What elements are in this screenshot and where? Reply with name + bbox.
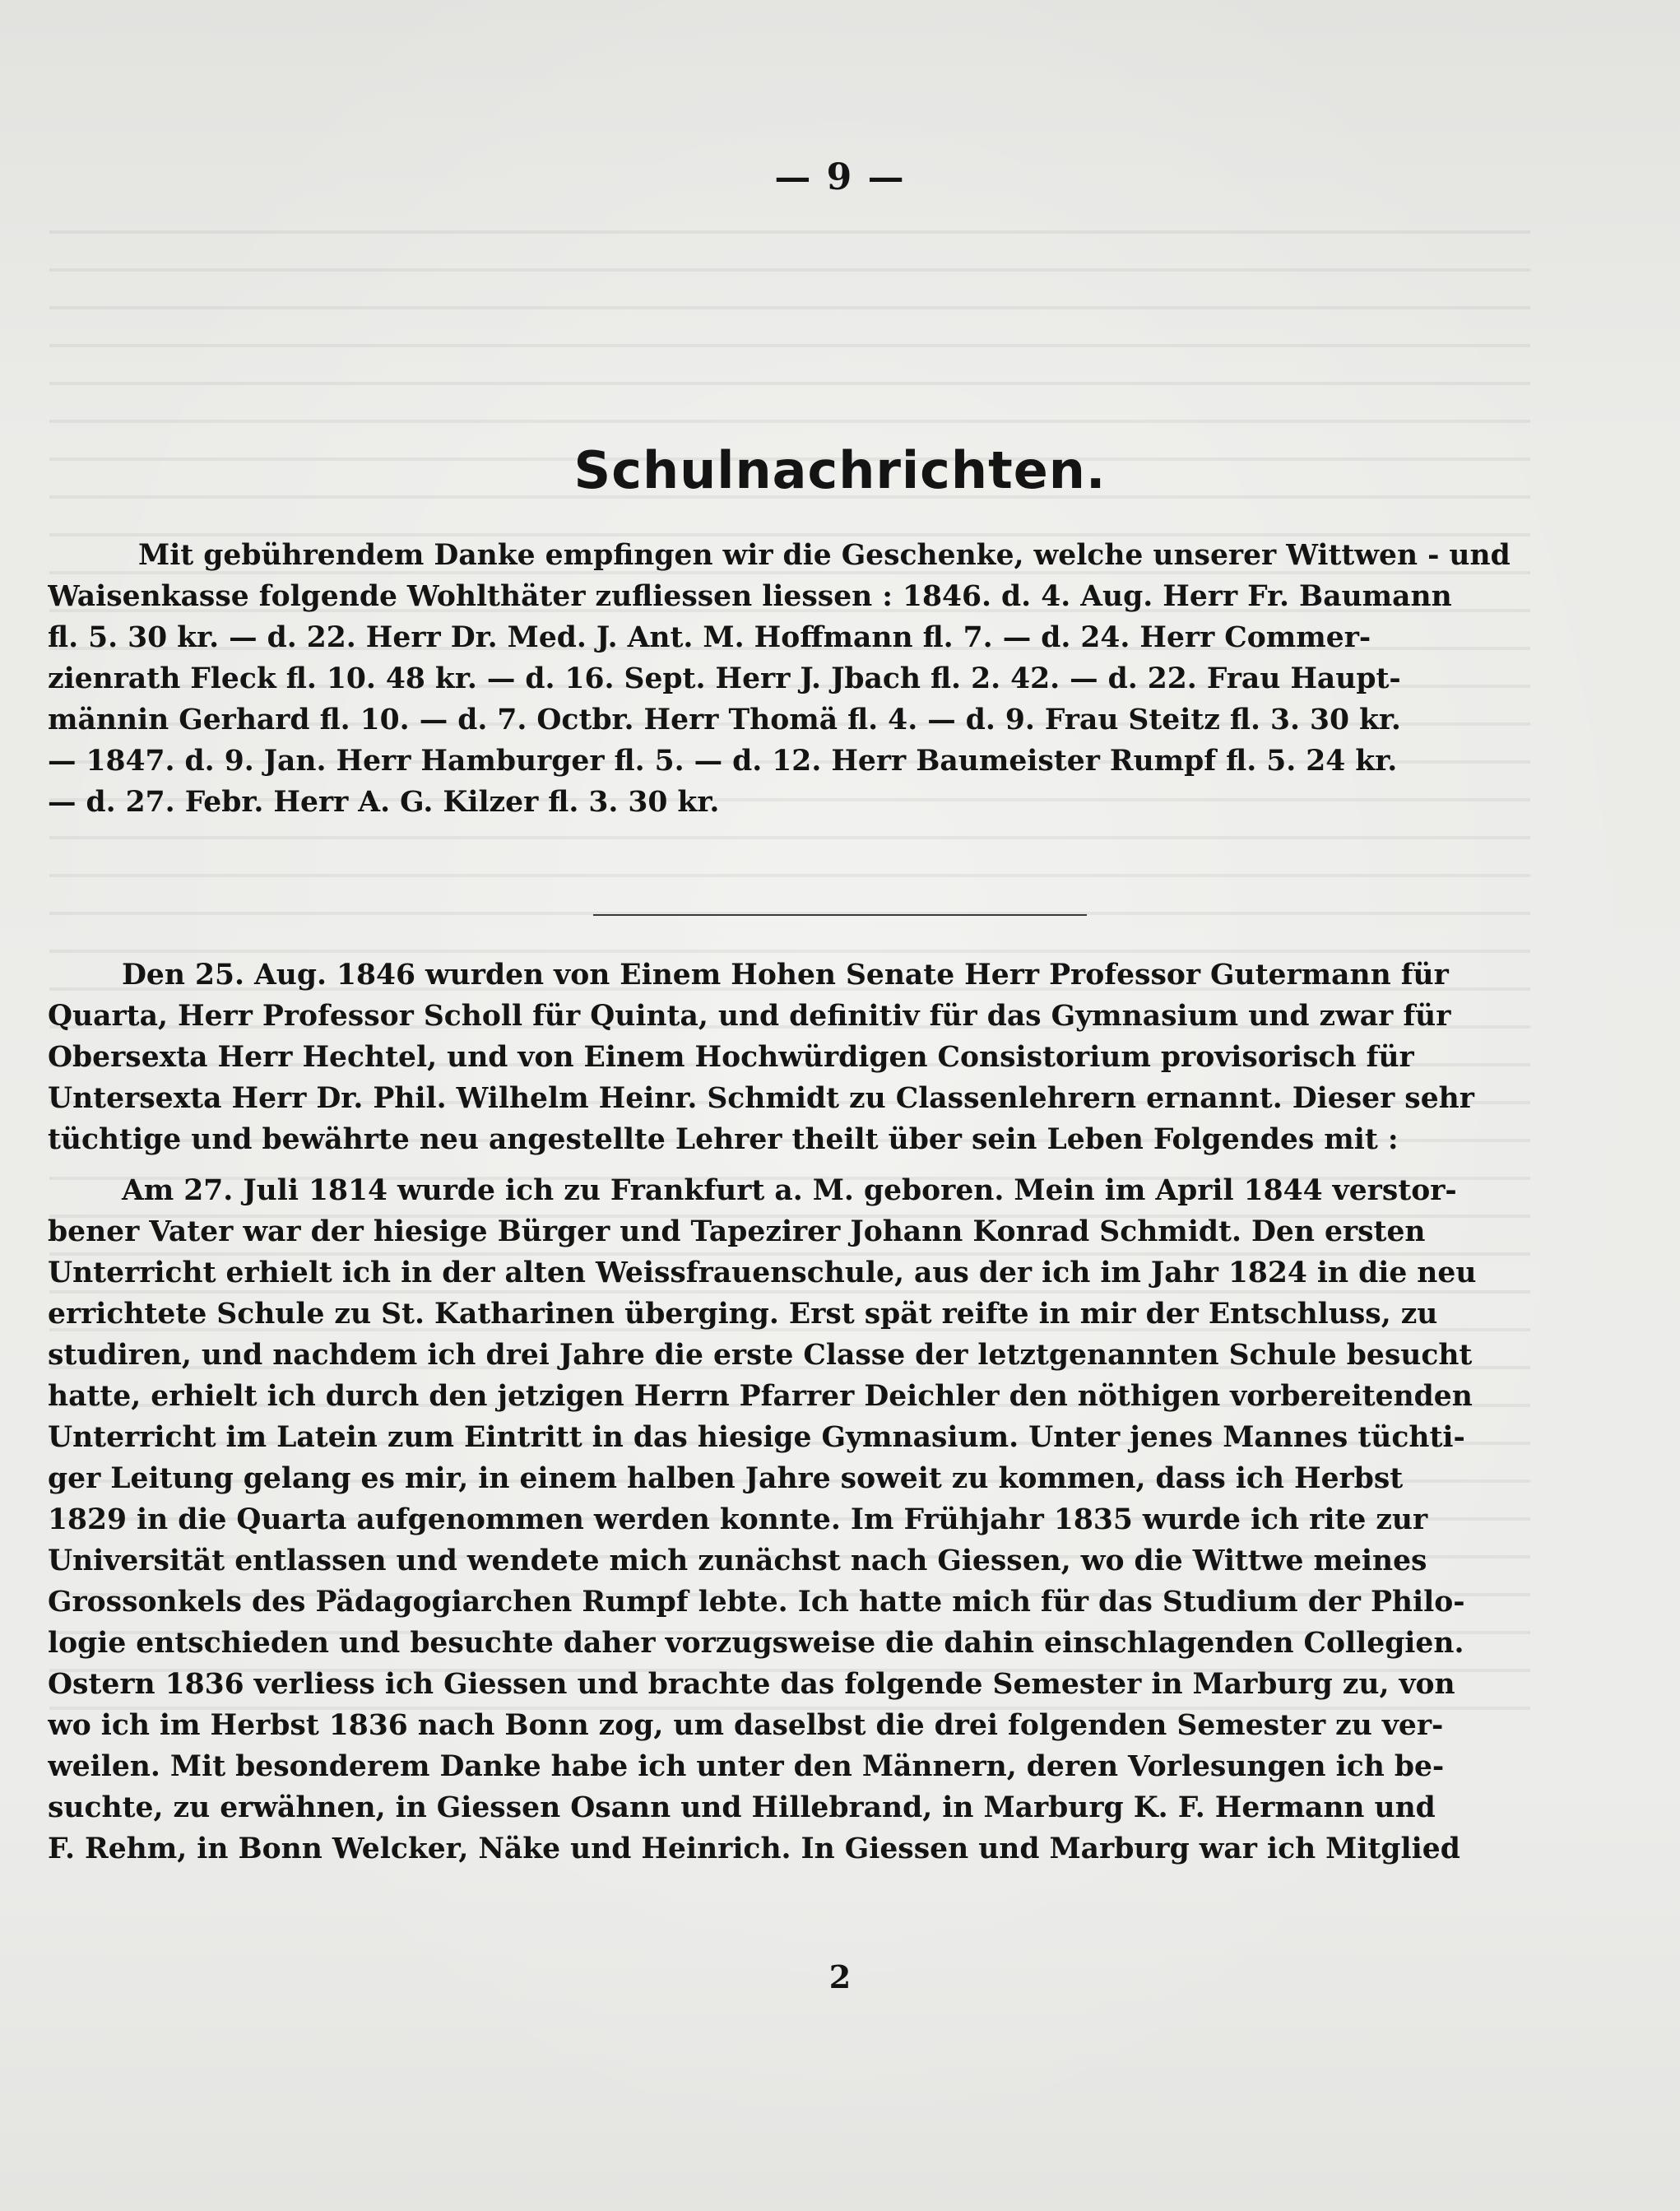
text-line: Den 25. Aug. 1846 wurden von Einem Hohen Senate Herr Professor Gutermann für	[122, 959, 1449, 992]
page-title: Schulnachrichten.	[573, 440, 1107, 500]
text-line: männin Gerhard fl. 10. — d. 7. Octbr. Herr Thomä fl. 4. — d. 9. Frau Steitz fl. 3. 30 kr.	[48, 704, 1401, 736]
donations-paragraph	[48, 535, 1532, 823]
text-line: Untersexta Herr Dr. Phil. Wilhelm Heinr. Schmidt zu Classenlehrern ernannt. Dieser sehr	[48, 1082, 1474, 1115]
text-line: — 1847. d. 9. Jan. Herr Hamburger fl. 5. — d. 12. Herr Baumeister Rumpf fl. 5. 24 kr.	[48, 745, 1398, 778]
text-line: hatte, erhielt ich durch den jetzigen Herrn Pfarrer Deichler den nöthigen vorbereitenden	[48, 1380, 1473, 1413]
text-line: Universität entlassen und wendete mich zunächst nach Giessen, wo die Wittwe meines	[48, 1544, 1427, 1577]
text-line: bener Vater war der hiesige Bürger und Tapezirer Johann Konrad Schmidt. Den ersten	[48, 1215, 1426, 1248]
text-line: studiren, und nachdem ich drei Jahre die erste Classe der letztgenannten Schule besucht	[48, 1339, 1473, 1372]
text-line: F. Rehm, in Bonn Welcker, Näke und Heinrich. In Giessen und Marburg war ich Mitglied	[48, 1832, 1460, 1865]
text-line: ger Leitung gelang es mir, in einem halben Jahre soweit zu kommen, dass ich Herbst	[48, 1462, 1404, 1495]
text-line: fl. 5. 30 kr. — d. 22. Herr Dr. Med. J. Ant. M. Hoffmann fl. 7. — d. 24. Herr Commer-	[48, 621, 1371, 654]
text-line: weilen. Mit besonderem Danke habe ich unter den Männern, deren Vorlesungen ich be-	[48, 1750, 1445, 1783]
appointments-paragraph	[48, 955, 1532, 1160]
text-line: Grossonkels des Pädagogiarchen Rumpf lebte. Ich hatte mich für das Studium der Philo-	[48, 1586, 1465, 1619]
text-line: Unterricht erhielt ich in der alten Weissfrauenschule, aus der ich im Jahr 1824 in die neu	[48, 1256, 1477, 1289]
signature-mark: 2	[828, 1958, 852, 1995]
text-line: Waisenkasse folgende Wohlthäter zufliessen liessen : 1846. d. 4. Aug. Herr Fr. Baumann	[48, 580, 1452, 613]
text-line: suchte, zu erwähnen, in Giessen Osann und Hillebrand, in Marburg K. F. Hermann und	[48, 1791, 1436, 1824]
text-line: wo ich im Herbst 1836 nach Bonn zog, um daselbst die drei folgenden Semester zu ver-	[48, 1709, 1444, 1742]
text-line: Am 27. Juli 1814 wurde ich zu Frankfurt a. M. geboren. Mein im April 1844 verstor-	[122, 1174, 1457, 1207]
page-number: — 9 —	[774, 156, 906, 198]
biography-paragraph	[48, 1170, 1532, 1870]
text-line: zienrath Fleck fl. 10. 48 kr. — d. 16. Sept. Herr J. Jbach fl. 2. 42. — d. 22. Frau Haupt-	[48, 662, 1401, 695]
text-line: Obersexta Herr Hechtel, und von Einem Hochwürdigen Consistorium provisorisch für	[48, 1041, 1414, 1074]
text-line: errichtete Schule zu St. Katharinen überging. Erst spät reifte in mir der Entschluss, zu	[48, 1298, 1438, 1331]
text-line: 1829 in die Quarta aufgenommen werden konnte. Im Frühjahr 1835 wurde ich rite zur	[48, 1503, 1428, 1536]
text-line: logie entschieden und besuchte daher vorzugsweise die dahin einschlagenden Collegien.	[48, 1627, 1464, 1660]
text-line: Ostern 1836 verliess ich Giessen und brachte das folgende Semester in Marburg zu, von	[48, 1668, 1455, 1701]
text-line: Quarta, Herr Professor Scholl für Quinta, und definitiv für das Gymnasium und zwar für	[48, 1000, 1451, 1033]
text-line: tüchtige und bewährte neu angestellte Lehrer theilt über sein Leben Folgendes mit :	[48, 1123, 1399, 1156]
section-divider	[593, 914, 1087, 916]
text-line: Unterricht im Latein zum Eintritt in das hiesige Gymnasium. Unter jenes Mannes tüchti-	[48, 1421, 1465, 1454]
text-line: Mit gebührendem Danke empfingen wir die Geschenke, welche unserer Wittwen - und	[138, 539, 1511, 572]
text-line: — d. 27. Febr. Herr A. G. Kilzer fl. 3. 30 kr.	[48, 786, 720, 819]
